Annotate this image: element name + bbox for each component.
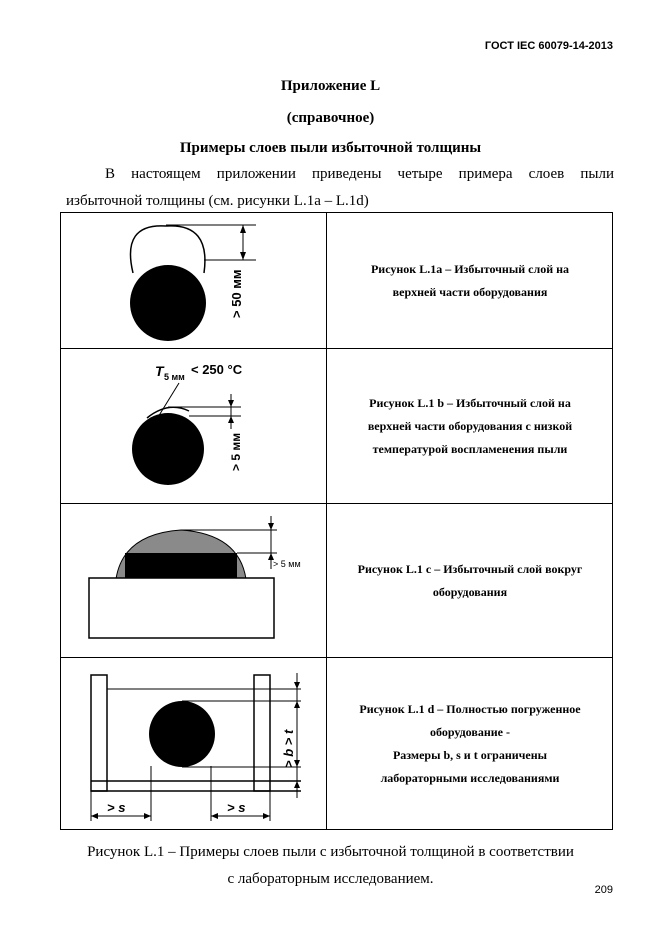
figure-caption-line-1: Рисунок L.1 – Примеры слоев пыли с избыточной толщиной в соответствии bbox=[87, 844, 574, 860]
page-number: 209 bbox=[594, 884, 613, 896]
figure-d-caption bbox=[328, 658, 612, 829]
figure-d-caption-line-3: Размеры b, s и t ограничены bbox=[392, 747, 548, 762]
annex-title: Приложение L bbox=[280, 78, 381, 94]
figure-d-dimension-b-t: > b > t bbox=[281, 729, 296, 768]
figure-row-c bbox=[61, 504, 612, 658]
figure-row-d bbox=[61, 658, 612, 829]
figure-d-caption-line-2: оборудование - bbox=[429, 724, 510, 739]
annex-heading: Примеры слоев пыли избыточной толщины bbox=[179, 140, 482, 156]
figure-c-caption-line-2: оборудования bbox=[432, 584, 508, 599]
standard-header: ГОСТ IEC 60079-14-2013 bbox=[484, 40, 613, 52]
figure-d-dimension-s-right: > s bbox=[227, 800, 246, 815]
figure-a-caption bbox=[328, 213, 612, 348]
figure-b-caption-line-2: верхней части оборудования с низкой bbox=[367, 418, 573, 433]
figure-a-caption-line-2: верхней части оборудования bbox=[392, 284, 548, 299]
figure-caption-line-2: с лабораторным исследованием. bbox=[227, 871, 434, 887]
figure-d-drawing bbox=[61, 658, 327, 829]
figure-b-drawing bbox=[61, 349, 327, 503]
intro-line-2: избыточной толщины (см. рисунки L.1a – L.1d) bbox=[66, 193, 369, 209]
annex-status: (справочное) bbox=[286, 110, 375, 126]
figure-b-caption-line-3: температурой воспламенения пыли bbox=[372, 441, 568, 456]
figure-b-caption bbox=[328, 349, 612, 503]
figure-d-caption-line-1: Рисунок L.1 d – Полностью погруженное bbox=[359, 701, 581, 716]
figure-d-caption-line-4: лабораторными исследованиями bbox=[380, 770, 560, 785]
figure-c-dimension-label: > 5 мм bbox=[273, 559, 301, 569]
figure-c-drawing bbox=[61, 504, 327, 657]
figure-b-temp-label: < 250 °С bbox=[191, 362, 243, 377]
figure-b-dimension-label: > 5 мм bbox=[229, 432, 243, 471]
figure-a-drawing bbox=[61, 213, 327, 348]
intro-line-1: В настоящем приложении приведены четыре примера слоев пыли bbox=[105, 166, 614, 182]
figure-a-caption-line-1: Рисунок L.1a – Избыточный слой на bbox=[370, 261, 570, 276]
figure-d-dimension-s-left: > s bbox=[107, 800, 126, 815]
figure-b-temp-symbol: T bbox=[155, 363, 164, 379]
figure-b-temp-subscript: 5 мм bbox=[164, 372, 185, 382]
figure-row-a bbox=[61, 213, 612, 349]
figure-b-caption-line-1: Рисунок L.1 b – Избыточный слой на bbox=[369, 395, 571, 410]
figure-c-caption bbox=[328, 504, 612, 657]
figures-table bbox=[60, 212, 613, 830]
intro-paragraph bbox=[66, 161, 614, 215]
figure-c-caption-line-1: Рисунок L.1 c – Избыточный слой вокруг bbox=[357, 561, 583, 576]
figure-row-b bbox=[61, 349, 612, 504]
figure-a-dimension-label: > 50 мм bbox=[229, 269, 244, 318]
